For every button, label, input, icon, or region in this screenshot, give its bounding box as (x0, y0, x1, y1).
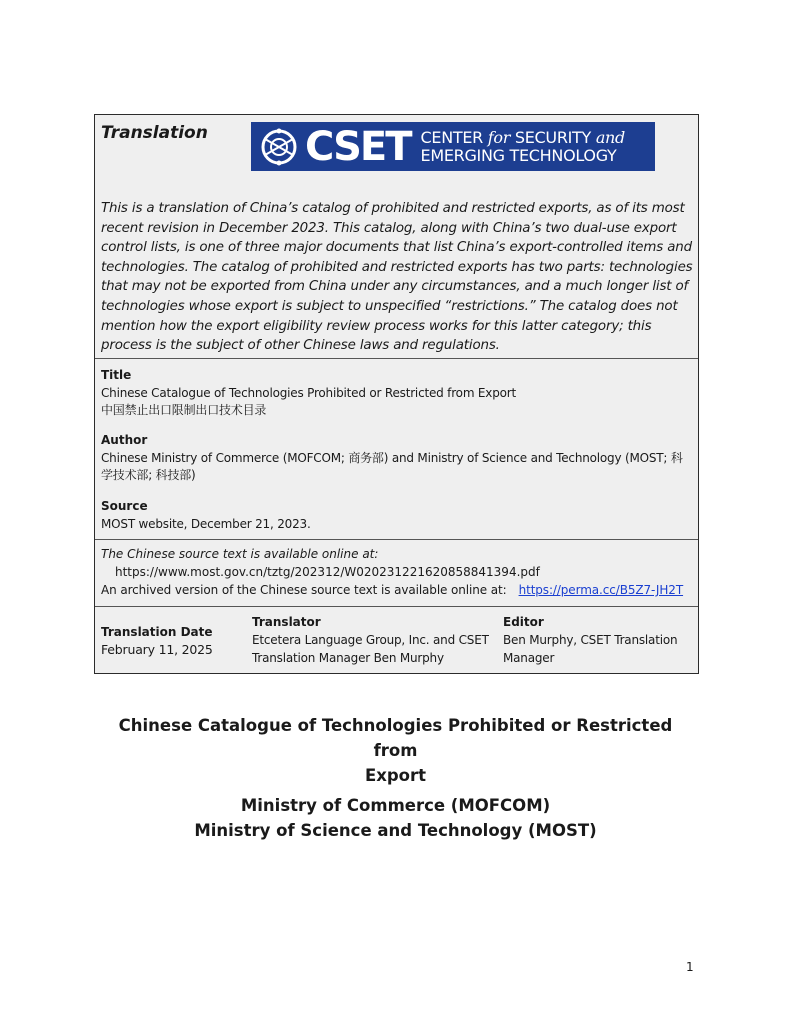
translation-heading: Translation (101, 123, 208, 143)
archived-text: An archived version of the Chinese source text is available online at: (101, 583, 507, 597)
translation-date-label: Translation Date (101, 625, 213, 639)
ministry-names (100, 793, 691, 843)
editor-label: Editor (503, 615, 544, 629)
logo-wordmark: CSET (305, 123, 411, 170)
author-label: Author (101, 433, 148, 447)
translator-label: Translator (252, 615, 321, 629)
cset-logo (251, 122, 655, 171)
intro-paragraph: This is a translation of China’s catalog of prohibited and restricted exports, as of its most recent revision in December 2023. This catalog, along with China’s two dual-use export control lists, is one of three major documents that list China’s export-controlled items and technologies. The catalog of prohibited and restricted exports has two parts: technologies that may not be exported from China under any circumstances, and a much longer list of technologies whose export is subject to unspecified “restrictions.” The catalog does not mention how the export eligibility review process works for this latter category; this process is the subject of other Chinese laws and regulations. (101, 201, 693, 354)
archived-link[interactable]: https://perma.cc/B5Z7-JH2T (518, 583, 684, 597)
translator-line-2: Translation Manager Ben Murphy (252, 651, 444, 665)
globe-icon (259, 127, 299, 167)
divider (95, 606, 698, 607)
document-info-box (94, 114, 699, 674)
document-title: Chinese Catalogue of Technologies Prohibited or Restricted from Export (118, 716, 673, 785)
editor-line-1: Ben Murphy, CSET Translation (503, 633, 678, 647)
divider (95, 358, 698, 359)
divider (95, 539, 698, 540)
ministry-science: Ministry of Science and Technology (MOST) (194, 821, 597, 840)
source-availability-text: The Chinese source text is available online at: (101, 547, 379, 561)
title-chinese: 中国禁止出口限制出口技术目录 (101, 403, 267, 417)
author-line-2: 学技术部; 科技部) (101, 468, 196, 482)
title-label: Title (101, 368, 132, 382)
editor-line-2: Manager (503, 651, 555, 665)
page-number: 1 (686, 960, 694, 974)
translation-date-value: February 11, 2025 (101, 642, 213, 657)
translator-line-1: Etcetera Language Group, Inc. and CSET (252, 633, 489, 647)
logo-subtitle: CENTER for SECURITY and EMERGING TECHNOLOGY (420, 127, 625, 165)
source-label: Source (101, 499, 148, 513)
source-text: MOST website, December 21, 2023. (101, 517, 311, 531)
source-url: https://www.most.gov.cn/tztg/202312/W020231221620858841394.pdf (115, 565, 540, 579)
author-line-1: Chinese Ministry of Commerce (MOFCOM; 商务部) and Ministry of Science and Technology (MOST; 科 (101, 451, 683, 465)
ministry-commerce: Ministry of Commerce (MOFCOM) (240, 796, 551, 815)
title-english: Chinese Catalogue of Technologies Prohibited or Restricted from Export (101, 386, 517, 400)
archived-line (101, 583, 683, 597)
